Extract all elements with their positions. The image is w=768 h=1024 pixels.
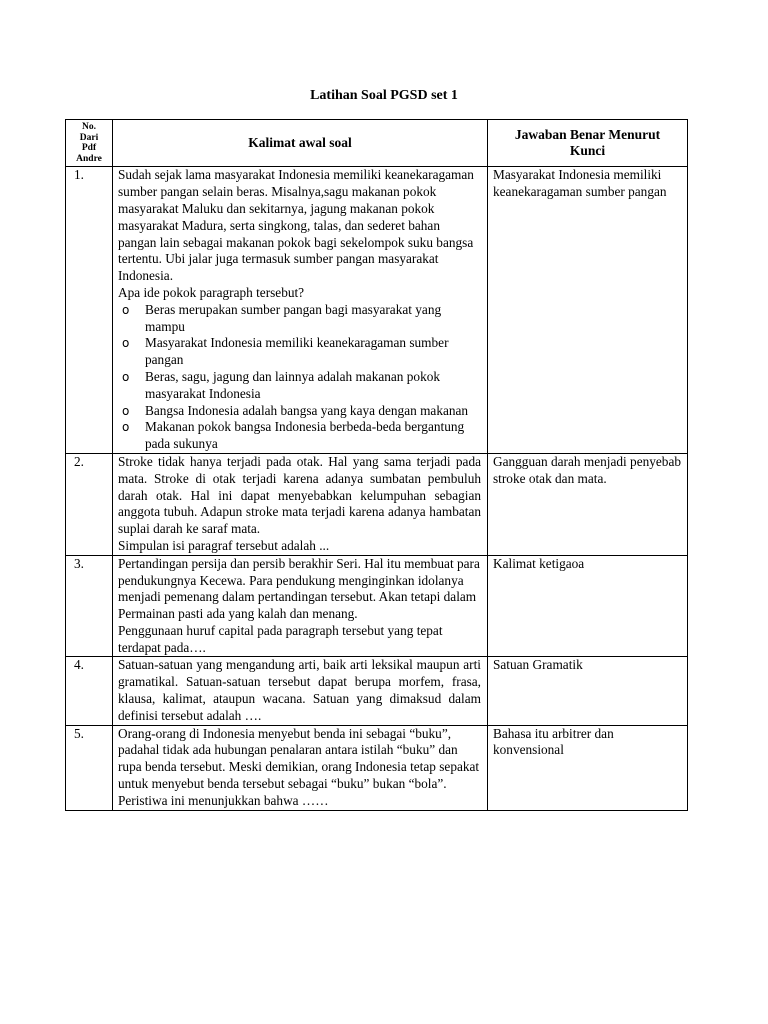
list-item bbox=[118, 302, 481, 336]
question-text: Sudah sejak lama masyarakat Indonesia memiliki keanekaragaman sumber pangan selain beras. Misalnya,sagu makanan pokok masyarakat Maluku dan sekitarnya, jagung makanan pokok masyarakat Madura, serta singkong, talas, dan sederet bahan pangan lain sebagai makanan pokok bagi sekelompok suku bangsa tertentu. Ubi jalar juga termasuk sumber pangan masyarakat Indonesia. bbox=[118, 167, 474, 284]
option-list bbox=[118, 302, 481, 453]
question-prompt: Simpulan isi paragraf tersebut adalah ... bbox=[118, 537, 330, 553]
row-number: 5. bbox=[66, 725, 113, 810]
document-title: Latihan Soal PGSD set 1 bbox=[310, 88, 458, 103]
bullet-marker: o bbox=[122, 302, 130, 317]
question-cell bbox=[113, 657, 488, 725]
option-text: Beras, sagu, jagung dan lainnya adalah makanan pokok masyarakat Indonesia bbox=[145, 368, 441, 401]
answer-cell: Kalimat ketigaoa bbox=[488, 555, 688, 657]
header-question: Kalimat awal soal bbox=[113, 120, 488, 167]
row-number: 1. bbox=[66, 167, 113, 454]
table-row bbox=[66, 555, 688, 657]
question-cell bbox=[113, 167, 488, 454]
question-cell bbox=[113, 725, 488, 810]
header-number-line: Pdf bbox=[81, 143, 97, 154]
list-item bbox=[118, 335, 481, 369]
question-text: Stroke tidak hanya terjadi pada otak. Hal yang sama terjadi pada mata. Stroke di otak terjadi karena adanya sumbatan pembuluh darah otak. Hal ini dapat menyebabkan kelumpuhan sebagian anggota tubuh. Adapun stroke mata terjadi karena adanya hambatan suplai darah ke saraf mata. bbox=[118, 453, 481, 537]
list-item bbox=[118, 369, 481, 403]
question-cell bbox=[113, 555, 488, 657]
answer-cell: Satuan Gramatik bbox=[488, 657, 688, 725]
row-number: 4. bbox=[66, 657, 113, 725]
question-cell bbox=[113, 453, 488, 555]
question-prompt: Apa ide pokok paragraph tersebut? bbox=[118, 284, 305, 300]
question-prompt: Peristiwa ini menunjukkan bahwa …… bbox=[118, 792, 329, 808]
option-text: Masyarakat Indonesia memiliki keanekaragaman sumber pangan bbox=[145, 335, 449, 368]
answer-cell: Masyarakat Indonesia memiliki keanekaragaman sumber pangan bbox=[488, 167, 688, 454]
question-text: Satuan-satuan yang mengandung arti, baik arti leksikal maupun arti gramatikal. Satuan-satuan tersebut dapat berupa morfem, frasa, klausa, kalimat, ataupun wacana. Satuan yang dimaksud dalam definisi tersebut adalah …. bbox=[118, 657, 481, 723]
list-item bbox=[118, 403, 481, 420]
list-item bbox=[118, 419, 481, 453]
table-row bbox=[66, 725, 688, 810]
table-row bbox=[66, 657, 688, 725]
header-number bbox=[66, 120, 113, 167]
bullet-marker: o bbox=[122, 336, 130, 351]
bullet-marker: o bbox=[122, 369, 130, 384]
option-text: Bangsa Indonesia adalah bangsa yang kaya dengan makanan bbox=[145, 402, 469, 418]
question-text: Orang-orang di Indonesia menyebut benda ini sebagai “buku”, padahal tidak ada hubungan penalaran antara istilah “buku” dan rupa benda tersebut. Meski demikian, orang Indonesia tetap sepakat untuk menyebut benda tersebut sebagai “buku” bukan “bola”. bbox=[118, 725, 480, 792]
option-text: Makanan pokok bangsa Indonesia berbeda-beda bergantung pada sukunya bbox=[145, 419, 465, 452]
bullet-marker: o bbox=[122, 403, 130, 418]
header-number-line: Andre bbox=[76, 153, 102, 164]
option-text: Beras merupakan sumber pangan bagi masyarakat yang mampu bbox=[145, 301, 442, 334]
question-text: Pertandingan persija dan persib berakhir Seri. Hal itu membuat para pendukungnya Kecewa. Para pendukung menginginkan idolanya menjadi pemenang dalam pertandingan tersebut. Akan tetapi dalam Permainan pasti ada yang kalah dan menang. bbox=[118, 555, 480, 622]
row-number: 3. bbox=[66, 555, 113, 657]
answer-cell: Bahasa itu arbitrer dan konvensional bbox=[488, 725, 688, 810]
question-table bbox=[65, 119, 688, 811]
header-number-line: Dari bbox=[79, 132, 99, 143]
header-answer: Jawaban Benar Menurut Kunci bbox=[488, 120, 688, 167]
table-header-row bbox=[66, 120, 688, 167]
table-row bbox=[66, 453, 688, 555]
bullet-marker: o bbox=[122, 420, 130, 435]
question-prompt: Penggunaan huruf capital pada paragraph tersebut yang tepat terdapat pada…. bbox=[118, 622, 443, 655]
table-row bbox=[66, 167, 688, 454]
row-number: 2. bbox=[66, 453, 113, 555]
answer-cell: Gangguan darah menjadi penyebab stroke otak dan mata. bbox=[488, 453, 688, 555]
header-number-line: No. bbox=[82, 122, 96, 132]
